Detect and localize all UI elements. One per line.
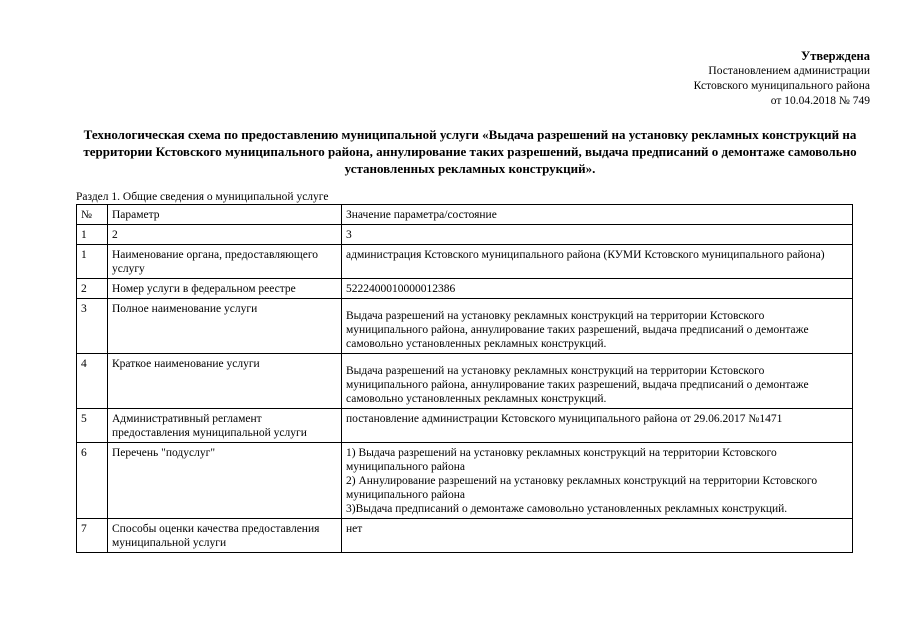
- row-parameter: Краткое наименование услуги: [108, 354, 342, 409]
- table-row: [77, 519, 853, 553]
- table-row: [77, 245, 853, 279]
- row-number: 7: [77, 519, 108, 553]
- section-caption: Раздел 1. Общие сведения о муниципальной услуге: [76, 191, 329, 203]
- row-parameter: Наименование органа, предоставляющего услугу: [108, 245, 342, 279]
- approval-line-2: Кстовского муниципального района: [693, 80, 870, 92]
- table-row: [77, 299, 853, 354]
- table-row: [77, 354, 853, 409]
- row-parameter: Номер услуги в федеральном реестре: [108, 279, 342, 299]
- parameters-table: [76, 204, 853, 553]
- row-value: Выдача разрешений на установку рекламных конструкций на территории Кстовского муниципального района, аннулирование таких разрешений, выдача предписаний о демонтаже самовольно установленных рекламных конструкций.: [342, 299, 853, 354]
- row-value: администрация Кстовского муниципального района (КУМИ Кстовского муниципального района): [342, 245, 853, 279]
- column-number-3: 3: [342, 225, 853, 245]
- approval-block: [694, 48, 870, 109]
- row-value: 1) Выдача разрешений на установку рекламных конструкций на территории Кстовского муниципального района 2) Аннулирование разрешений на установку рекламных конструкций на территории Кстовского муниципального района 3)Выдача предписаний о демонтаже самовольно установленных рекламных конструкций.: [342, 443, 853, 519]
- approval-line-1: Постановлением администрации: [708, 65, 870, 77]
- column-numbering-row: [77, 225, 853, 245]
- row-number: 1: [77, 245, 108, 279]
- row-parameter: Административный регламент предоставления муниципальной услуги: [108, 409, 342, 443]
- document-title: Технологическая схема по предоставлению муниципальной услуги «Выдача разрешений на установку рекламных конструкций на территории Кстовского муниципального района, аннулирование таких разрешений, выдача предписаний о демонтаже самовольно установленных рекламных конструкций».: [83, 127, 857, 176]
- table-row: [77, 279, 853, 299]
- row-value: Выдача разрешений на установку рекламных конструкций на территории Кстовского муниципального района, аннулирование таких разрешений, выдача предписаний о демонтаже самовольно установленных рекламных конструкций.: [342, 354, 853, 409]
- row-parameter: Перечень "подуслуг": [108, 443, 342, 519]
- header-value: Значение параметра/состояние: [342, 205, 853, 225]
- row-value: постановление администрации Кстовского муниципального района от 29.06.2017 №1471: [342, 409, 853, 443]
- approval-heading: Утверждена: [801, 49, 870, 63]
- row-number: 5: [77, 409, 108, 443]
- row-number: 4: [77, 354, 108, 409]
- column-number-2: 2: [108, 225, 342, 245]
- header-number: №: [77, 205, 108, 225]
- row-parameter: Полное наименование услуги: [108, 299, 342, 354]
- header-parameter: Параметр: [108, 205, 342, 225]
- approval-line-3: от 10.04.2018 № 749: [770, 95, 870, 107]
- table-header-row: [77, 205, 853, 225]
- row-number: 6: [77, 443, 108, 519]
- row-value: 5222400010000012386: [342, 279, 853, 299]
- row-parameter: Способы оценки качества предоставления муниципальной услуги: [108, 519, 342, 553]
- column-number-1: 1: [77, 225, 108, 245]
- table-row: [77, 443, 853, 519]
- row-number: 3: [77, 299, 108, 354]
- row-value: нет: [342, 519, 853, 553]
- row-number: 2: [77, 279, 108, 299]
- table-row: [77, 409, 853, 443]
